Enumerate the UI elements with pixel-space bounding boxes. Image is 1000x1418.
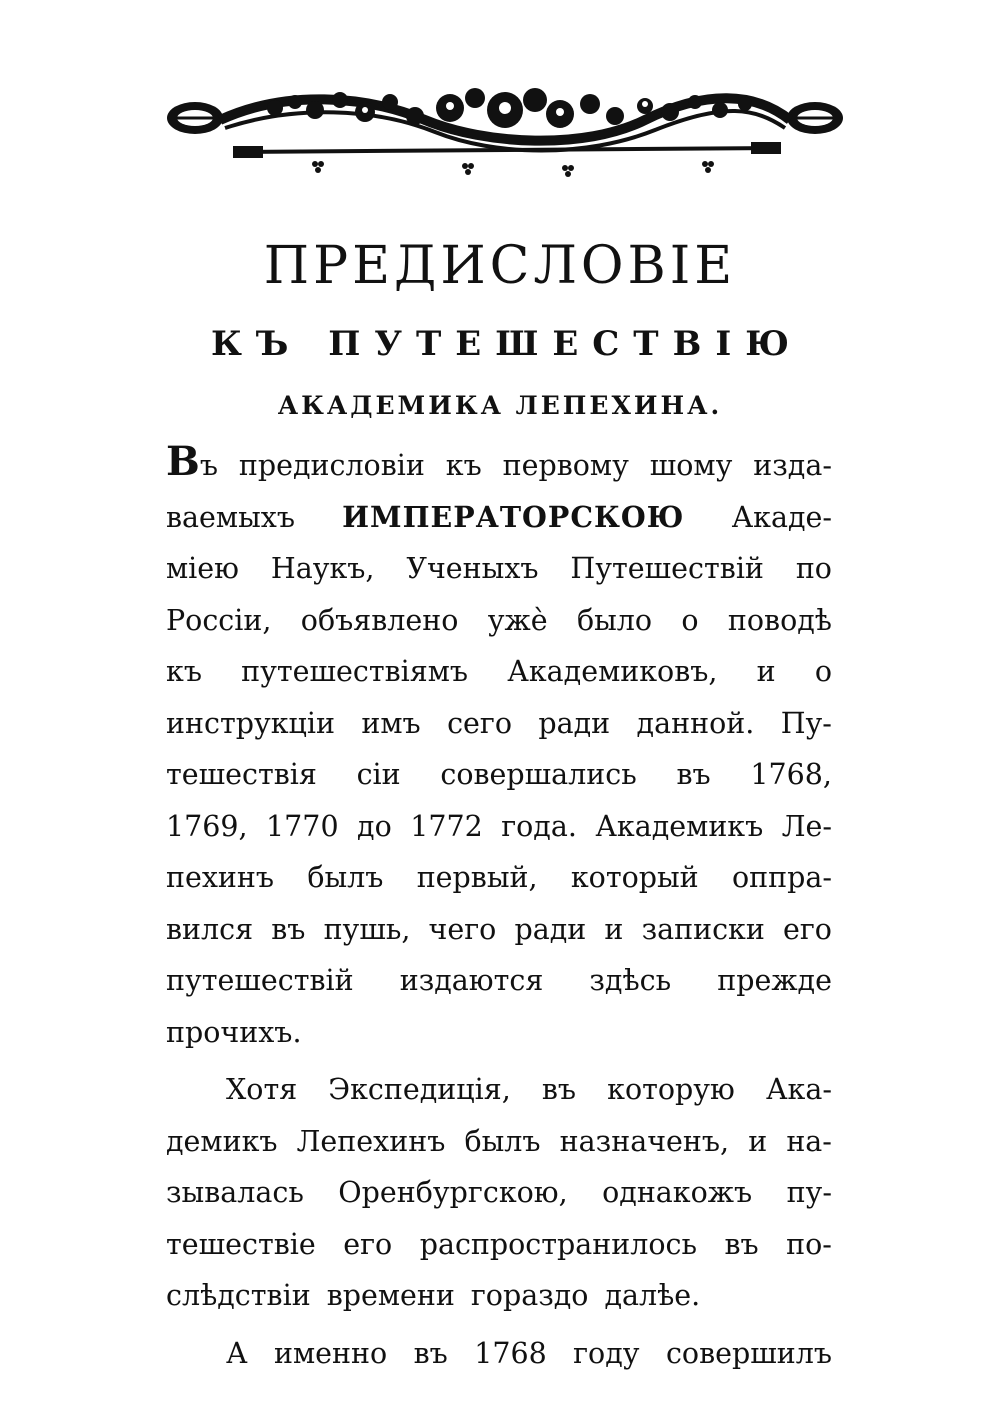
word: и [748, 1124, 768, 1158]
paragraph [166, 440, 832, 1058]
word: къ [166, 655, 202, 688]
word: и [604, 912, 624, 946]
word: пушь, [323, 912, 411, 946]
paragraph [166, 1064, 832, 1322]
word: ради [538, 706, 611, 740]
word: далѣе. [604, 1279, 701, 1312]
text-line [166, 955, 832, 1007]
word: до [357, 809, 392, 843]
word: совершилъ [665, 1336, 832, 1370]
text-line [166, 904, 832, 956]
word: инструкціи [166, 706, 335, 740]
word: данной. [636, 706, 755, 740]
word: его [343, 1227, 393, 1261]
word: въ [676, 758, 711, 791]
page-title: ПРЕДИСЛОВІЕ [263, 236, 737, 296]
word: издаются [399, 964, 544, 997]
word: который [570, 861, 699, 894]
word: въ [413, 1336, 448, 1370]
word: прежде [717, 964, 832, 997]
word: ваемыхъ [166, 500, 295, 534]
word: тешествіе [166, 1227, 316, 1261]
word: въ [724, 1227, 759, 1261]
word: Ака- [765, 1073, 832, 1106]
word: 1770 [266, 809, 339, 843]
word: и [756, 655, 776, 688]
text-line [166, 1116, 832, 1168]
word: поводѣ [727, 603, 832, 637]
headpiece-ornament-icon [165, 80, 845, 180]
text-line [166, 595, 832, 647]
word: имъ [361, 706, 421, 740]
word: Академиковъ, [507, 655, 718, 688]
word: Экспедиція, [328, 1073, 511, 1106]
word: 1772 [410, 809, 483, 843]
word: Ле- [781, 809, 832, 843]
word: по [795, 552, 832, 585]
word: пехинъ [166, 861, 275, 894]
text-line [166, 852, 832, 904]
word: здѣсь [589, 964, 672, 997]
word: записки [641, 912, 765, 946]
text-line [166, 749, 832, 801]
word: чего [428, 912, 497, 946]
text-line [166, 1007, 832, 1059]
word: объявлено [300, 603, 459, 637]
word: 1769, [166, 809, 248, 843]
word: распространилось [419, 1227, 697, 1261]
word: слѣдствіи [166, 1279, 311, 1312]
word: сіи [356, 758, 401, 791]
word: демикъ [166, 1124, 278, 1158]
word: первому [502, 449, 629, 482]
page-subtitle: КЪ ПУТЕШЕСТВІЮ [211, 324, 803, 364]
word: предисловіи [238, 449, 425, 482]
word: въ [541, 1073, 577, 1106]
word: былъ [307, 861, 384, 894]
word: Оренбургскою, [338, 1176, 568, 1209]
word: ИМПЕРАТОРСКОЮ [342, 499, 685, 534]
word: 1768, [750, 758, 832, 791]
word: вился [166, 912, 254, 946]
paragraph [166, 1328, 832, 1380]
word: путешествій [166, 964, 354, 997]
word: Ученыхъ [406, 552, 539, 585]
word: по- [786, 1227, 832, 1261]
word: 1768 [474, 1336, 547, 1370]
word: изда- [753, 449, 832, 482]
word: было [576, 603, 653, 637]
text-line [166, 1064, 832, 1116]
word: оппра- [731, 861, 832, 894]
word: Россіи, [166, 603, 272, 637]
word: Академикъ [595, 809, 764, 843]
word: шому [649, 449, 733, 482]
word: прочихъ. [166, 1015, 302, 1049]
word: Путешествій [570, 552, 764, 585]
word: именно [274, 1336, 388, 1370]
word: о [814, 655, 832, 688]
text-line [166, 1167, 832, 1219]
word: Акаде- [731, 500, 832, 534]
text-line [166, 801, 832, 853]
word: его [783, 912, 832, 946]
text-line [166, 1270, 832, 1322]
word: первый, [416, 861, 538, 894]
word: пу- [786, 1176, 832, 1209]
text-line [166, 698, 832, 750]
word: Пу- [780, 706, 832, 740]
word: года. [501, 809, 577, 843]
word: Въ [166, 438, 218, 485]
word: ужѐ [487, 603, 548, 637]
text-line [166, 543, 832, 595]
word: въ [271, 912, 306, 946]
word: ради [514, 912, 587, 946]
word: міею [166, 552, 239, 585]
word: на- [786, 1124, 832, 1158]
text-line [166, 646, 832, 698]
word: однакожъ [602, 1176, 753, 1209]
word: путешествіямъ [241, 655, 469, 688]
word: Хотя [226, 1073, 298, 1106]
word: назначенъ, [559, 1124, 730, 1158]
word: году [573, 1336, 640, 1370]
word: которую [607, 1073, 735, 1106]
word: Наукъ, [270, 552, 375, 585]
text-line [166, 1219, 832, 1271]
word: къ [445, 449, 482, 482]
author-line: АКАДЕМИКА ЛЕПЕХИНА. [277, 391, 723, 420]
word: зывалась [166, 1176, 304, 1209]
word: совершались [440, 758, 637, 791]
word: времени [326, 1279, 455, 1312]
word: о [681, 603, 699, 637]
body-text [166, 440, 832, 1379]
text-line [166, 492, 832, 544]
word: гораздо [470, 1279, 589, 1312]
word: Лепехинъ [296, 1124, 446, 1158]
word: сего [447, 706, 512, 740]
word: А [226, 1336, 248, 1370]
text-line [166, 1328, 832, 1380]
word: тешествія [166, 758, 317, 791]
word: былъ [464, 1124, 541, 1158]
text-line [166, 440, 832, 492]
